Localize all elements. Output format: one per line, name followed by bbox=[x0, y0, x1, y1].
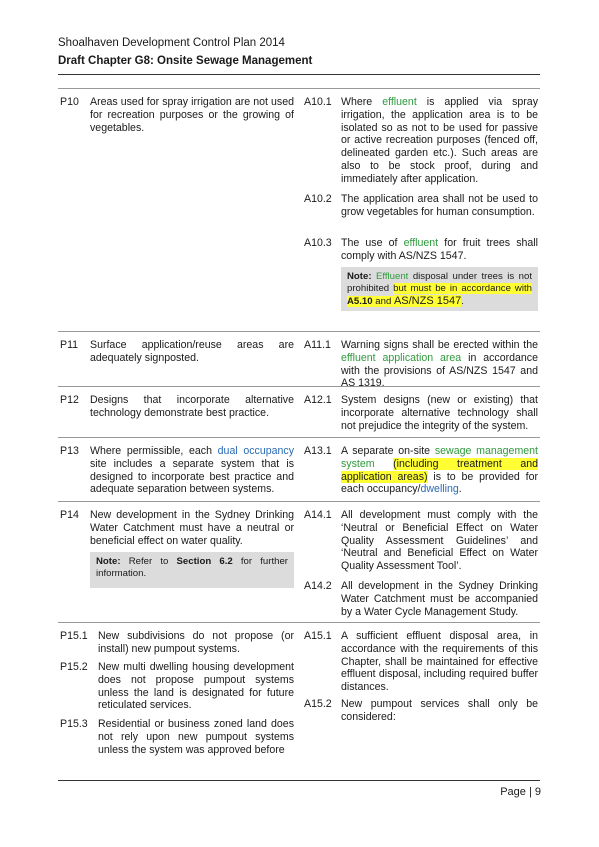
performance-text: New multi dwelling housing development does not propose pumpout systems unless the land is designated for future reticulated services. bbox=[98, 661, 294, 712]
acceptable-number: A13.1 bbox=[304, 445, 332, 457]
acceptable-text: All development in the Sydney Drinking Water Catchment must be accompanied by a Water Cycle Management Study. bbox=[341, 580, 538, 618]
controls-table bbox=[58, 88, 540, 763]
acceptable-text: Where effluent is applied via spray irrigation, the application area is to be isolated so as not to be used for passive or active recreation purposes (fenced off, delineated garden etc.). Such areas are also to be stock proof, during and immediately after application. bbox=[341, 96, 538, 185]
acceptable-number: A10.1 bbox=[304, 96, 332, 108]
acceptable-number: A10.3 bbox=[304, 237, 332, 249]
footer-rule bbox=[58, 780, 540, 781]
acceptable-text: New pumpout services shall only be considered: bbox=[341, 698, 538, 723]
performance-number: P14 bbox=[60, 509, 79, 521]
acceptable-number: A11.1 bbox=[304, 339, 331, 351]
performance-number: P15.2 bbox=[60, 661, 88, 673]
table-row bbox=[58, 501, 540, 622]
performance-number: P15.1 bbox=[60, 630, 88, 642]
performance-text: Where permissible, each dual occupancy site includes a separate system that is designed to incorporate best practice and adequate separation between systems. bbox=[90, 445, 294, 496]
acceptable-number: A15.1 bbox=[304, 630, 332, 642]
performance-text: Designs that incorporate alternative technology demonstrate best practice. bbox=[90, 394, 294, 419]
table-row bbox=[58, 437, 540, 501]
acceptable-number: A14.2 bbox=[304, 580, 332, 592]
performance-number: P12 bbox=[60, 394, 79, 406]
page-number: Page | 9 bbox=[500, 786, 541, 798]
performance-text: Surface application/reuse areas are adequately signposted. bbox=[90, 339, 294, 364]
table-row bbox=[58, 622, 540, 763]
note-box: Note: Refer to Section 6.2 for further information. bbox=[90, 552, 294, 588]
performance-text: Areas used for spray irrigation are not used for recreation purposes or the growing of vegetables. bbox=[90, 96, 294, 134]
acceptable-text: A sufficient effluent disposal area, in accordance with the requirements of this Chapter, shall be maintained for effective effluent disposal, including required buffer distances. bbox=[341, 630, 538, 694]
performance-number: P13 bbox=[60, 445, 79, 457]
performance-text: New subdivisions do not propose (or install) new pumpout systems. bbox=[98, 630, 294, 655]
acceptable-number: A15.2 bbox=[304, 698, 332, 710]
acceptable-text: System designs (new or existing) that incorporate alternative technology shall not prejudice the integrity of the system. bbox=[341, 394, 538, 432]
performance-text: Residential or business zoned land does not rely upon new pumpout systems unless the system was approved before bbox=[98, 718, 294, 756]
acceptable-number: A12.1 bbox=[304, 394, 332, 406]
table-row bbox=[58, 386, 540, 437]
acceptable-text: The application area shall not be used to grow vegetables for human consumption. bbox=[341, 193, 538, 218]
table-row bbox=[58, 88, 540, 331]
acceptable-text: A separate on-site sewage management system (including treatment and application areas) is to be provided for each occupancy/dwelling. bbox=[341, 445, 538, 496]
table-row bbox=[58, 331, 540, 390]
performance-number: P15.3 bbox=[60, 718, 88, 730]
acceptable-text: The use of effluent for fruit trees shall comply with AS/NZS 1547. bbox=[341, 237, 539, 262]
note-box: Note: Effluent disposal under trees is not prohibited but must be in accordance with A5.10 and AS/NZS 1547. bbox=[341, 267, 538, 311]
performance-number: P10 bbox=[60, 96, 79, 108]
acceptable-text: Warning signs shall be erected within the effluent application area in accordance with the provisions of AS/NZS 1547 and AS 1319. bbox=[341, 339, 538, 390]
performance-text: New development in the Sydney Drinking Water Catchment must have a neutral or beneficial effect on water quality. bbox=[90, 509, 294, 547]
acceptable-number: A10.2 bbox=[304, 193, 332, 205]
acceptable-number: A14.1 bbox=[304, 509, 332, 521]
performance-number: P11 bbox=[60, 339, 79, 351]
acceptable-text: All development must comply with the ‘Neutral or Beneficial Effect on Water Quality Assessment Guidelines’ and ‘Neutral and Beneficial Effect on Water Quality Assessment Tool’. bbox=[341, 509, 538, 573]
doc-title: Shoalhaven Development Control Plan 2014 bbox=[58, 37, 285, 49]
header-rule bbox=[58, 74, 540, 75]
chapter-title: Draft Chapter G8: Onsite Sewage Management bbox=[58, 55, 313, 67]
